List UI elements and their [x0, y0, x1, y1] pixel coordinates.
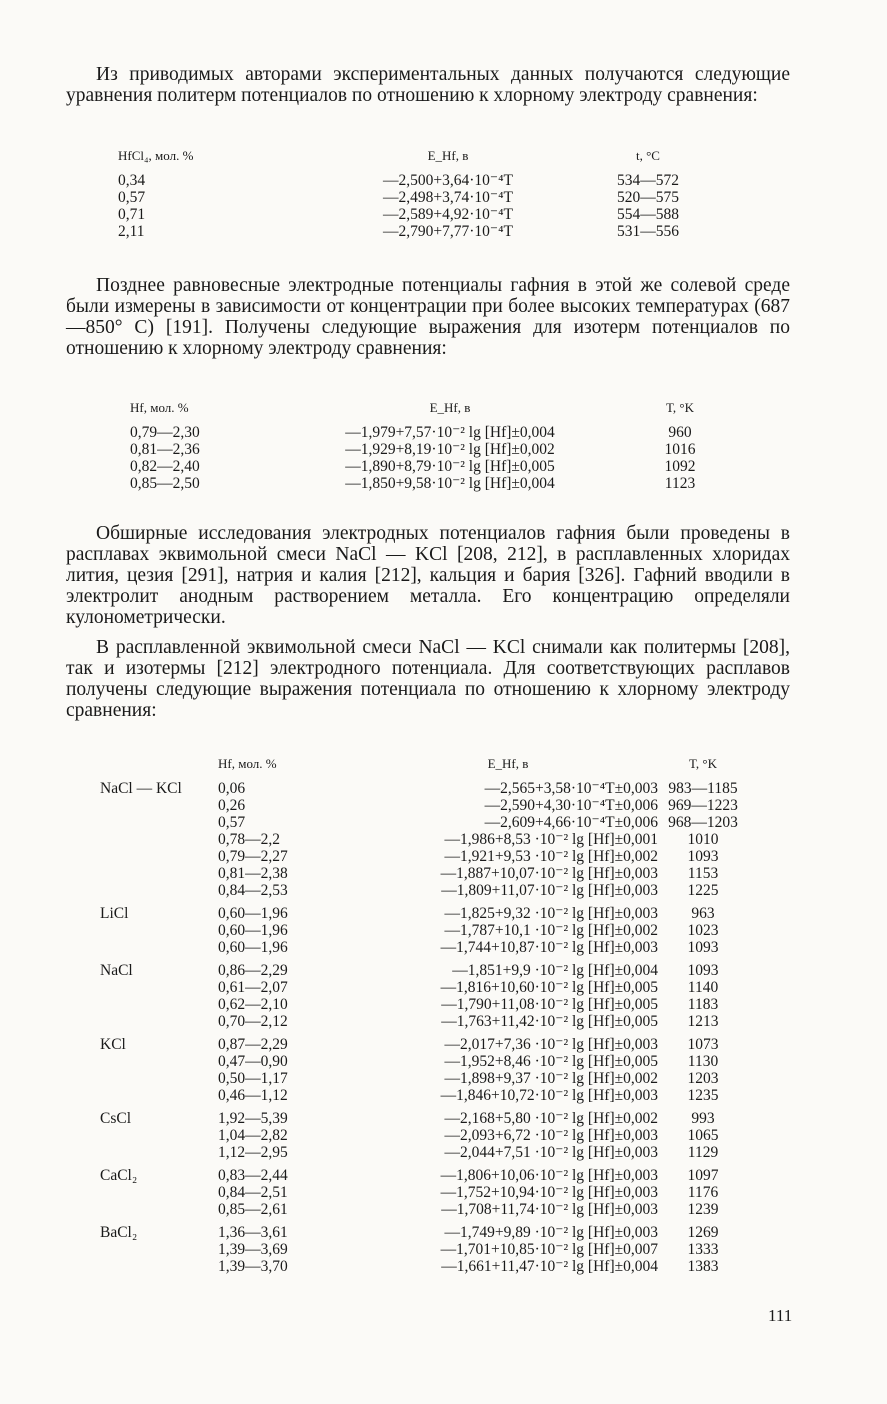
concentration-cell: 0,85—2,50	[130, 475, 200, 492]
temperature-cell: 1183	[687, 996, 719, 1013]
col-header-concentration: Hf, мол. %	[218, 756, 277, 771]
temperature-cell: 1176	[687, 1184, 719, 1201]
concentration-cell: 1,04—2,82	[218, 1127, 288, 1144]
salt-cell	[100, 831, 218, 848]
potential-equation-cell: —1,851+9,9 ·10⁻² lg [Hf]±0,004	[452, 962, 658, 979]
concentration-cell: 0,47—0,90	[218, 1053, 288, 1070]
potential-equation-cell: —2,565+3,58·10⁻⁴T±0,003	[484, 780, 658, 797]
temperature-cell: 1225	[687, 882, 719, 899]
potential-equation-cell: —1,816+10,60·10⁻² lg [Hf]±0,005	[440, 979, 658, 996]
salt-cell	[100, 939, 218, 956]
col-header-salt	[100, 756, 218, 780]
temperature-cell: 969—1223	[668, 797, 738, 814]
salt-cell: KCl	[100, 1036, 126, 1053]
temperature-cell: 963	[691, 905, 715, 922]
concentration-cell: 1,92—5,39	[218, 1110, 288, 1127]
concentration-cell: 0,85—2,61	[218, 1201, 288, 1218]
table-row	[100, 1013, 748, 1030]
table-row	[100, 865, 748, 882]
temperature-cell: 1213	[687, 1013, 719, 1030]
concentration-cell: 0,81—2,36	[130, 441, 200, 458]
potential-equation-cell: —1,850+9,58·10⁻² lg [Hf]±0,004	[345, 475, 555, 492]
temperature-cell: 520—575	[617, 189, 679, 206]
table-row	[100, 1110, 748, 1127]
salt-cell	[100, 848, 218, 865]
col-header-potential: E_Hf, в	[429, 400, 471, 415]
table-row	[100, 1258, 748, 1275]
salt-cell: CsCl	[100, 1110, 132, 1127]
concentration-cell: 0,34	[118, 172, 146, 189]
temperature-cell: 1065	[687, 1127, 719, 1144]
potential-equation-cell: —1,701+10,85·10⁻² lg [Hf]±0,007	[440, 1241, 658, 1258]
potential-equation-cell: —1,929+8,19·10⁻² lg [Hf]±0,002	[345, 441, 555, 458]
concentration-cell: 0,50—1,17	[218, 1070, 288, 1087]
table-melts-potentials	[100, 756, 748, 1275]
table-row	[100, 1167, 748, 1184]
table-row	[100, 1070, 748, 1087]
table-row	[100, 882, 748, 899]
potential-equation-cell: —1,763+11,42·10⁻² lg [Hf]±0,005	[441, 1013, 658, 1030]
temperature-cell: 1203	[687, 1070, 719, 1087]
page-number: 111	[768, 1306, 793, 1325]
concentration-cell: 0,70—2,12	[218, 1013, 288, 1030]
concentration-cell: 0,62—2,10	[218, 996, 288, 1013]
concentration-cell: 0,71	[118, 206, 146, 223]
potential-equation-cell: —1,887+10,07·10⁻² lg [Hf]±0,003	[440, 865, 658, 882]
potential-equation-cell: —1,708+11,74·10⁻² lg [Hf]±0,003	[441, 1201, 658, 1218]
salt-cell	[100, 1241, 218, 1258]
temperature-cell: 1093	[687, 848, 719, 865]
temperature-cell: 1239	[687, 1201, 719, 1218]
temperature-cell: 1130	[687, 1053, 719, 1070]
salt-cell	[100, 922, 218, 939]
concentration-cell: 0,61—2,07	[218, 979, 288, 996]
temperature-cell: 1093	[687, 962, 719, 979]
temperature-cell: 960	[668, 424, 692, 441]
table-row	[100, 1241, 748, 1258]
table-row	[100, 1053, 748, 1070]
temperature-cell: 1235	[687, 1087, 719, 1104]
paragraph-4: В расплавленной эквимольной смеси NaCl — KCl снимали как политермы [208], так и изотермы [212] электродного потенциала. Для соответствующих расплавов получены следующие выражения потенциала по отношению к хлорному электроду сравнения:	[66, 637, 790, 721]
temperature-cell: 968—1203	[668, 814, 738, 831]
table-row	[118, 172, 718, 189]
concentration-cell: 0,84—2,53	[218, 882, 288, 899]
table-row	[130, 458, 750, 475]
paragraph-2: Позднее равновесные электродные потенциалы гафния в этой же солевой среде были измерены в зависимости от концентрации при более высоких температурах (687—850° С) [191]. Получены следующие выражения для изотерм потенциалов по отношению к хлорному электроду сравнения:	[66, 275, 790, 359]
concentration-cell: 0,57	[218, 814, 246, 831]
table-row	[118, 189, 718, 206]
concentration-cell: 1,36—3,61	[218, 1224, 288, 1241]
temperature-cell: 1123	[664, 475, 696, 492]
col-header-temperature: t, °C	[636, 148, 660, 163]
table-row	[100, 905, 748, 922]
potential-equation-cell: —2,589+4,92·10⁻⁴T	[383, 206, 513, 223]
potential-equation-cell: —1,986+8,53 ·10⁻² lg [Hf]±0,001	[444, 831, 658, 848]
table-row	[118, 223, 718, 240]
col-header-temperature: T, °K	[665, 400, 695, 415]
concentration-cell: 0,57	[118, 189, 146, 206]
salt-cell	[100, 865, 218, 882]
temperature-cell: 1383	[687, 1258, 719, 1275]
col-header-concentration: Hf, мол. %	[130, 400, 189, 415]
table-row	[100, 1224, 748, 1241]
concentration-cell: 0,79—2,27	[218, 848, 288, 865]
table-isotherms-hf	[130, 400, 750, 492]
potential-equation-cell: —2,017+7,36 ·10⁻² lg [Hf]±0,003	[444, 1036, 658, 1053]
table-polytherms-hfcl4	[118, 148, 718, 240]
potential-equation-cell: —1,921+9,53 ·10⁻² lg [Hf]±0,002	[444, 848, 658, 865]
salt-cell	[100, 882, 218, 899]
concentration-cell: 1,39—3,70	[218, 1258, 288, 1275]
table-row	[100, 780, 748, 797]
temperature-cell: 1129	[687, 1144, 719, 1161]
potential-equation-cell: —2,044+7,51 ·10⁻² lg [Hf]±0,003	[444, 1144, 658, 1161]
potential-equation-cell: —2,168+5,80 ·10⁻² lg [Hf]±0,002	[444, 1110, 658, 1127]
potential-equation-cell: —1,890+8,79·10⁻² lg [Hf]±0,005	[345, 458, 555, 475]
salt-cell	[100, 1184, 218, 1201]
temperature-cell: 554—588	[617, 206, 679, 223]
salt-cell	[100, 1201, 218, 1218]
concentration-cell: 0,60—1,96	[218, 922, 288, 939]
potential-equation-cell: —2,790+7,77·10⁻⁴T	[383, 223, 513, 240]
table-row	[100, 797, 748, 814]
temperature-cell: 1093	[687, 939, 719, 956]
potential-equation-cell: —2,093+6,72 ·10⁻² lg [Hf]±0,003	[444, 1127, 658, 1144]
table-row	[100, 814, 748, 831]
paragraph-1: Из приводимых авторами экспериментальных данных получаются следующие уравнения политерм потенциалов по отношению к хлорному электроду сравнения:	[66, 64, 790, 106]
potential-equation-cell: —1,979+7,57·10⁻² lg [Hf]±0,004	[345, 424, 555, 441]
concentration-cell: 1,39—3,69	[218, 1241, 288, 1258]
concentration-cell: 0,06	[218, 780, 246, 797]
salt-cell: NaCl	[100, 962, 133, 979]
table-row	[100, 996, 748, 1013]
temperature-cell: 1097	[687, 1167, 719, 1184]
concentration-cell: 1,12—2,95	[218, 1144, 288, 1161]
table-row	[130, 441, 750, 458]
table-row	[100, 1184, 748, 1201]
temperature-cell: 1016	[664, 441, 696, 458]
table-row	[130, 424, 750, 441]
col-header-temperature: T, °K	[688, 756, 718, 771]
salt-cell: LiCl	[100, 905, 129, 922]
temperature-cell: 1269	[687, 1224, 719, 1241]
col-header-potential: E_Hf, в	[487, 756, 529, 771]
salt-cell	[100, 1258, 218, 1275]
salt-cell: NaCl — KCl	[100, 780, 182, 797]
salt-cell	[100, 1013, 218, 1030]
table-row	[100, 1036, 748, 1053]
concentration-cell: 0,79—2,30	[130, 424, 200, 441]
table-row	[100, 1127, 748, 1144]
concentration-cell: 0,87—2,29	[218, 1036, 288, 1053]
table-row	[100, 939, 748, 956]
salt-cell	[100, 1087, 218, 1104]
temperature-cell: 993	[691, 1110, 715, 1127]
potential-equation-cell: —1,661+11,47·10⁻² lg [Hf]±0,004	[441, 1258, 658, 1275]
potential-equation-cell: —2,498+3,74·10⁻⁴T	[383, 189, 513, 206]
potential-equation-cell: —1,898+9,37 ·10⁻² lg [Hf]±0,002	[444, 1070, 658, 1087]
temperature-cell: 1140	[687, 979, 719, 996]
salt-cell	[100, 814, 218, 831]
table-row	[100, 979, 748, 996]
concentration-cell: 0,81—2,38	[218, 865, 288, 882]
table-row	[100, 831, 748, 848]
salt-cell	[100, 797, 218, 814]
table-row	[118, 206, 718, 223]
potential-equation-cell: —1,809+11,07·10⁻² lg [Hf]±0,003	[441, 882, 658, 899]
temperature-cell: 1333	[687, 1241, 719, 1258]
temperature-cell: 1092	[664, 458, 696, 475]
salt-cell: CaCl₂	[100, 1167, 138, 1184]
temperature-cell: 1073	[687, 1036, 719, 1053]
concentration-cell: 0,84—2,51	[218, 1184, 288, 1201]
table-row	[100, 922, 748, 939]
salt-cell	[100, 1127, 218, 1144]
potential-equation-cell: —1,744+10,87·10⁻² lg [Hf]±0,003	[440, 939, 658, 956]
col-header-potential: E_Hf, в	[427, 148, 469, 163]
table-row	[100, 962, 748, 979]
potential-equation-cell: —1,752+10,94·10⁻² lg [Hf]±0,003	[440, 1184, 658, 1201]
temperature-cell: 983—1185	[668, 780, 738, 797]
table-row	[100, 1087, 748, 1104]
table-row	[130, 475, 750, 492]
temperature-cell: 1023	[687, 922, 719, 939]
potential-equation-cell: —2,500+3,64·10⁻⁴T	[383, 172, 513, 189]
potential-equation-cell: —1,825+9,32 ·10⁻² lg [Hf]±0,003	[444, 905, 658, 922]
potential-equation-cell: —2,590+4,30·10⁻⁴T±0,006	[484, 797, 658, 814]
concentration-cell: 0,60—1,96	[218, 939, 288, 956]
salt-cell	[100, 996, 218, 1013]
salt-cell	[100, 1070, 218, 1087]
salt-cell	[100, 1053, 218, 1070]
concentration-cell: 0,78—2,2	[218, 831, 280, 848]
temperature-cell: 534—572	[617, 172, 679, 189]
salt-cell: BaCl₂	[100, 1224, 138, 1241]
concentration-cell: 0,46—1,12	[218, 1087, 288, 1104]
potential-equation-cell: —1,952+8,46 ·10⁻² lg [Hf]±0,005	[444, 1053, 658, 1070]
salt-cell	[100, 1144, 218, 1161]
table-row	[100, 1144, 748, 1161]
temperature-cell: 1010	[687, 831, 719, 848]
concentration-cell: 0,86—2,29	[218, 962, 288, 979]
temperature-cell: 1153	[687, 865, 719, 882]
concentration-cell: 0,60—1,96	[218, 905, 288, 922]
potential-equation-cell: —1,749+9,89 ·10⁻² lg [Hf]±0,003	[444, 1224, 658, 1241]
potential-equation-cell: —1,846+10,72·10⁻² lg [Hf]±0,003	[440, 1087, 658, 1104]
potential-equation-cell: —1,787+10,1 ·10⁻² lg [Hf]±0,002	[444, 922, 658, 939]
concentration-cell: 0,82—2,40	[130, 458, 200, 475]
potential-equation-cell: —1,806+10,06·10⁻² lg [Hf]±0,003	[440, 1167, 658, 1184]
concentration-cell: 0,83—2,44	[218, 1167, 288, 1184]
table-row	[100, 1201, 748, 1218]
paragraph-3: Обширные исследования электродных потенциалов гафния были проведены в расплавах эквимольной смеси NaCl — KCl [208, 212], в расплавленных хлоридах лития, цезия [291], натрия и калия [212], кальция и бария [326]. Гафний вводили в электролит анодным растворением металла. Его концентрацию определяли кулонометрически.	[66, 523, 790, 628]
col-header-concentration: HfCl₄, мол. %	[118, 148, 194, 163]
temperature-cell: 531—556	[617, 223, 679, 240]
concentration-cell: 0,26	[218, 797, 246, 814]
potential-equation-cell: —1,790+11,08·10⁻² lg [Hf]±0,005	[441, 996, 658, 1013]
salt-cell	[100, 979, 218, 996]
table-row	[100, 848, 748, 865]
potential-equation-cell: —2,609+4,66·10⁻⁴T±0,006	[484, 814, 658, 831]
concentration-cell: 2,11	[118, 223, 145, 240]
